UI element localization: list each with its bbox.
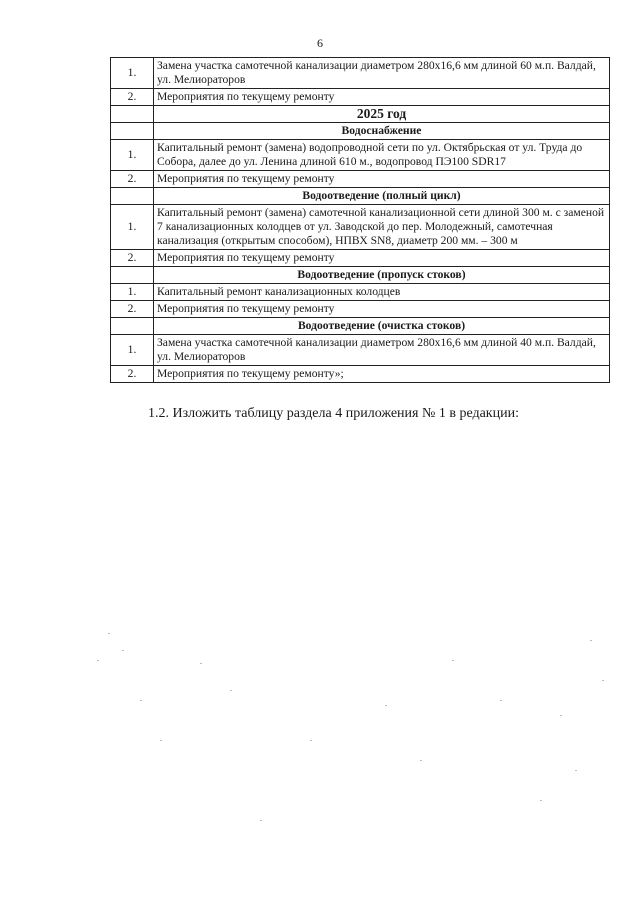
section-header-row [111,123,610,140]
table-row [111,140,610,171]
table-row [111,284,610,301]
row-text: Капитальный ремонт (замена) самотечной канализационной сети длиной 300 м. с заменой 7 канализационных колодцев от ул. Заводской до пер. Молодежный, самотечная канализация (открытым способом), НПВХ SN8, диаметр 200 мм. – 300 м [154,205,610,250]
row-number: 1. [111,335,154,366]
row-number-empty [111,267,154,284]
row-text: Замена участка самотечной канализации диаметром 280х16,6 мм длиной 40 м.п. Валдай, ул. Мелиораторов [154,335,610,366]
section-heading: Водоснабжение [154,123,610,140]
row-number: 1. [111,284,154,301]
row-number: 2. [111,301,154,318]
row-number: 1. [111,140,154,171]
row-text: Мероприятия по текущему ремонту [154,250,610,267]
row-number: 1. [111,205,154,250]
section-heading: Водоотведение (очистка стоков) [154,318,610,335]
table-row [111,250,610,267]
section-header-row [111,267,610,284]
table-row [111,301,610,318]
table-row [111,58,610,89]
year-header-row [111,106,610,123]
row-number: 1. [111,58,154,89]
row-text: Капитальный ремонт (замена) водопроводной сети по ул. Октябрьская от ул. Труда до Собора, далее до ул. Ленина длиной 610 м., водопровод ПЭ100 SDR17 [154,140,610,171]
row-number: 2. [111,250,154,267]
row-text: Мероприятия по текущему ремонту»; [154,366,610,383]
row-text: Мероприятия по текущему ремонту [154,89,610,106]
closing-paragraph: 1.2. Изложить таблицу раздела 4 приложения № 1 в редакции: [148,406,519,421]
section-heading: Водоотведение (пропуск стоков) [154,267,610,284]
repair-plan-table [110,57,610,383]
year-heading: 2025 год [154,106,610,123]
row-number-empty [111,106,154,123]
row-number: 2. [111,89,154,106]
section-heading: Водоотведение (полный цикл) [154,188,610,205]
section-header-row [111,188,610,205]
table-row [111,89,610,106]
row-text: Замена участка самотечной канализации диаметром 280х16,6 мм длиной 60 м.п. Валдай, ул. Мелиораторов [154,58,610,89]
row-text: Мероприятия по текущему ремонту [154,171,610,188]
row-number-empty [111,188,154,205]
row-number: 2. [111,366,154,383]
row-text: Капитальный ремонт канализационных колодцев [154,284,610,301]
table-row [111,205,610,250]
table-row [111,335,610,366]
row-text: Мероприятия по текущему ремонту [154,301,610,318]
page-number: 6 [317,36,323,50]
row-number: 2. [111,171,154,188]
row-number-empty [111,123,154,140]
row-number-empty [111,318,154,335]
section-header-row [111,318,610,335]
table-row [111,366,610,383]
table-row [111,171,610,188]
